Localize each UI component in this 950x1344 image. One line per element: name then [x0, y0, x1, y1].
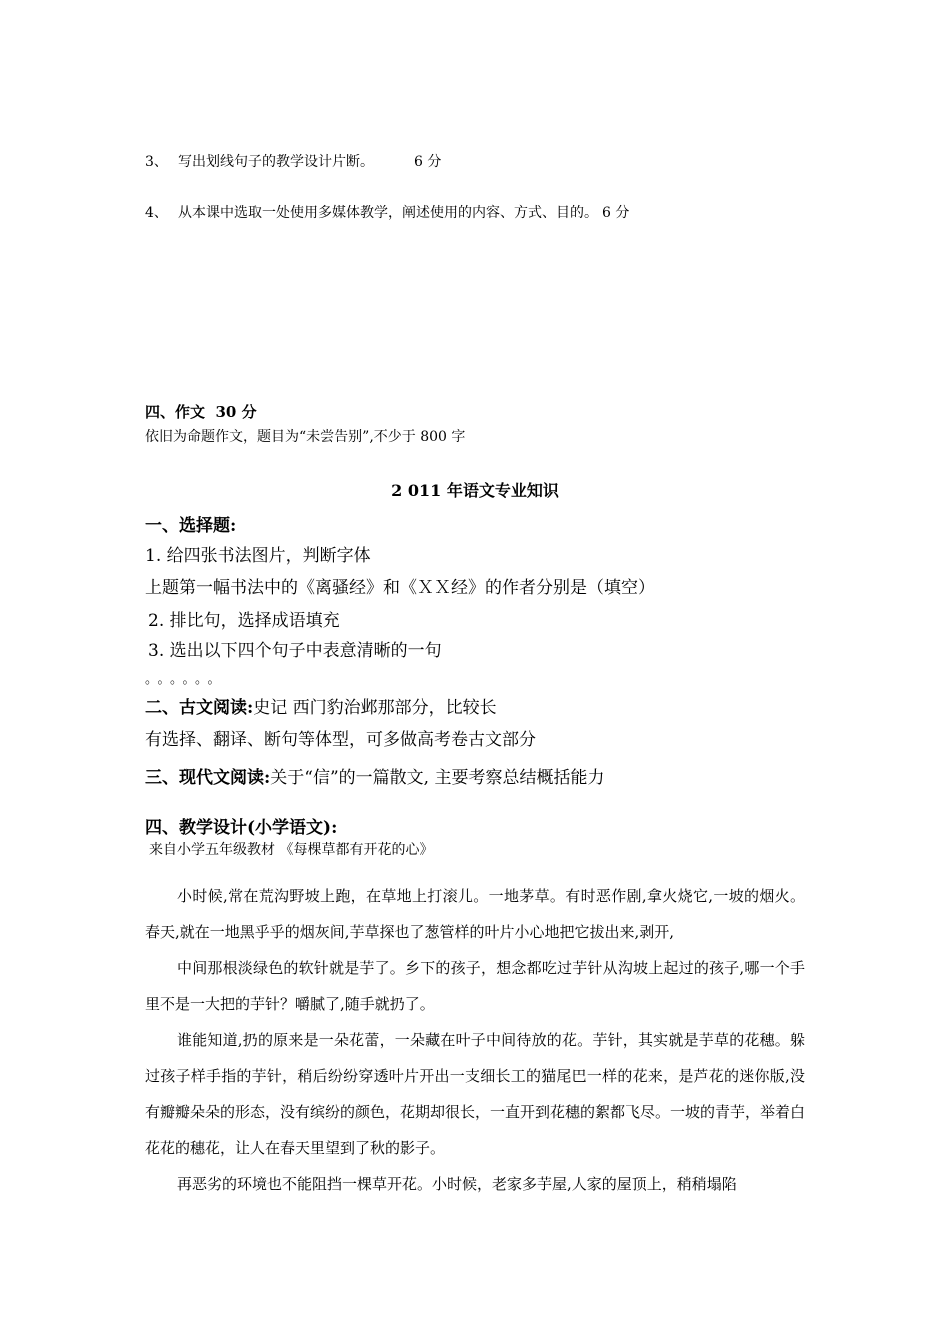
section-1-item-2: 上题第一幅书法中的《离骚经》和《ＸＸ经》的作者分别是（填空）: [145, 578, 655, 598]
section-2: [145, 693, 497, 718]
essay-heading: [145, 401, 257, 422]
section-3-heading: 三、现代文阅读:: [145, 768, 271, 788]
section-3-text: 关于“信”的一篇散文, 主要考察总结概括能力: [270, 768, 605, 788]
question-3: [145, 151, 441, 171]
section-1-heading: 一、选择题:: [145, 516, 237, 536]
section-2-line-2: 有选择、翻译、断句等体型，可多做高考卷古文部分: [145, 730, 536, 750]
question-3-text: 写出划线句子的教学设计片断。: [178, 154, 374, 170]
passage-paragraph-4: 再恶劣的环境也不能阻挡一棵草开花。小时候，老家多芋屋,人家的屋顶上，稍稍塌陷: [177, 1175, 737, 1193]
section-2-heading: 二、古文阅读:: [145, 698, 254, 718]
passage-paragraph-2: 中间那根淡绿色的软针就是芋了。乡下的孩子，想念都吃过芋针从沟坡上起过的孩子,哪一个手里不是一大把的芋针？嚼腻了,随手就扔了。: [145, 959, 805, 1013]
section-1-item-3: 2. 排比句，选择成语填充: [148, 611, 340, 631]
question-4: [145, 202, 629, 222]
essay-description: 依旧为命题作文，题目为“未尝告别”,不少于 800 字: [145, 429, 466, 445]
essay-heading-label: 四、作文: [145, 403, 206, 421]
question-4-number: 4、: [145, 205, 168, 221]
question-3-number: 3、: [145, 154, 168, 170]
section-3: [145, 763, 604, 788]
question-4-text: 从本课中选取一处使用多媒体教学，阐述使用的内容、方式、目的。: [178, 205, 598, 221]
section-4-heading: 四、教学设计(小学语文):: [145, 818, 338, 838]
section-1-ellipsis: 。。。。。。: [145, 672, 227, 687]
section-2-text: 史记 西门豹治邺那部分，比较长: [253, 698, 497, 718]
section-4-source: 来自小学五年级教材 《每棵草都有开花的心》: [149, 842, 434, 858]
question-3-score: 6 分: [414, 154, 442, 170]
passage-paragraph-3: 谁能知道,扔的原来是一朵花蕾，一朵藏在叶子中间待放的花。芋针，其实就是芋草的花穗。躲过孩子样手指的芋针，稍后纷纷穿透叶片开出一支细长工的猫尾巴一样的花来，是芦花的迷你版,没有瓣瓣朵朵的形态，没有缤纷的颜色，花期却很长，一直开到花穗的絮都飞尽。一坡的青芋，举着白花花的穗花，让人在春天里望到了秋的影子。: [145, 1031, 806, 1157]
page-title: 2 011 年语文专业知识: [391, 481, 559, 500]
section-1-item-1: 1. 给四张书法图片，判断字体: [145, 546, 371, 566]
essay-score: 30 分: [215, 403, 257, 421]
section-1-item-4: 3. 选出以下四个句子中表意清晰的一句: [148, 641, 442, 661]
passage-paragraph-1: 小时候,常在荒沟野坡上跑，在草地上打滚儿。一地茅草。有时恶作剧,拿火烧它,一坡的烟火。春天,就在一地黑乎乎的烟灰间,芋草探也了葱管样的叶片小心地把它拔出来,剥开,: [145, 887, 805, 941]
question-4-score: 6 分: [602, 205, 630, 221]
